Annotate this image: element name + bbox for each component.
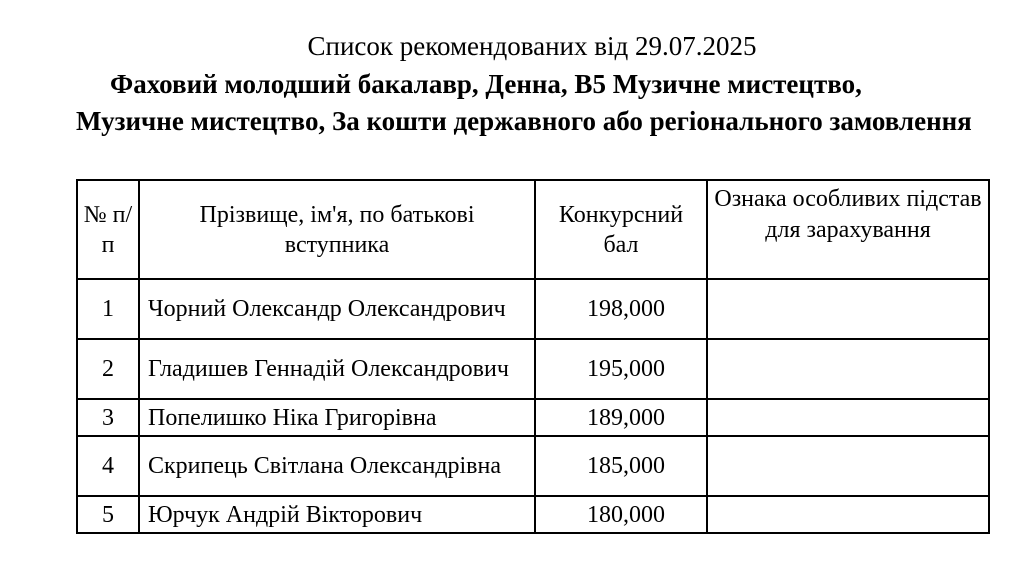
row-score: 198,000 — [535, 279, 707, 339]
row-num: 4 — [77, 436, 139, 496]
document-title: Список рекомендованих від 29.07.2025 — [307, 31, 757, 61]
row-score: 180,000 — [535, 496, 707, 533]
row-num: 1 — [77, 279, 139, 339]
table-row — [77, 399, 989, 436]
row-special-grounds — [707, 436, 989, 496]
document-subtitle: Фаховий молодший бакалавр, Денна, В5 Музичне мистецтво, Музичне мистецтво, За кошти державного або регіонального замовлення — [76, 69, 972, 136]
row-name: Чорний Олександр Олександрович — [139, 279, 535, 339]
row-special-grounds — [707, 399, 989, 436]
row-name: Попелишко Ніка Григорівна — [139, 399, 535, 436]
row-score: 189,000 — [535, 399, 707, 436]
table-row — [77, 496, 989, 533]
row-score: 195,000 — [535, 339, 707, 399]
row-num: 2 — [77, 339, 139, 399]
row-special-grounds — [707, 279, 989, 339]
row-name: Юрчук Андрій Вікторович — [139, 496, 535, 533]
recommended-list-table — [76, 179, 990, 534]
header-special-grounds: Ознака особливих підстав для зарахування — [707, 180, 989, 279]
header-num: № п/п — [77, 180, 139, 279]
table-row — [77, 436, 989, 496]
row-score: 185,000 — [535, 436, 707, 496]
header-name: Прізвище, ім'я, по батькові вступника — [139, 180, 535, 279]
row-name: Гладишев Геннадій Олександрович — [139, 339, 535, 399]
table-row — [77, 339, 989, 399]
header-score: Конкурсний бал — [535, 180, 707, 279]
row-num: 3 — [77, 399, 139, 436]
row-special-grounds — [707, 496, 989, 533]
row-special-grounds — [707, 339, 989, 399]
row-num: 5 — [77, 496, 139, 533]
table-header-row — [77, 180, 989, 279]
table-row — [77, 279, 989, 339]
row-name: Скрипець Світлана Олександрівна — [139, 436, 535, 496]
